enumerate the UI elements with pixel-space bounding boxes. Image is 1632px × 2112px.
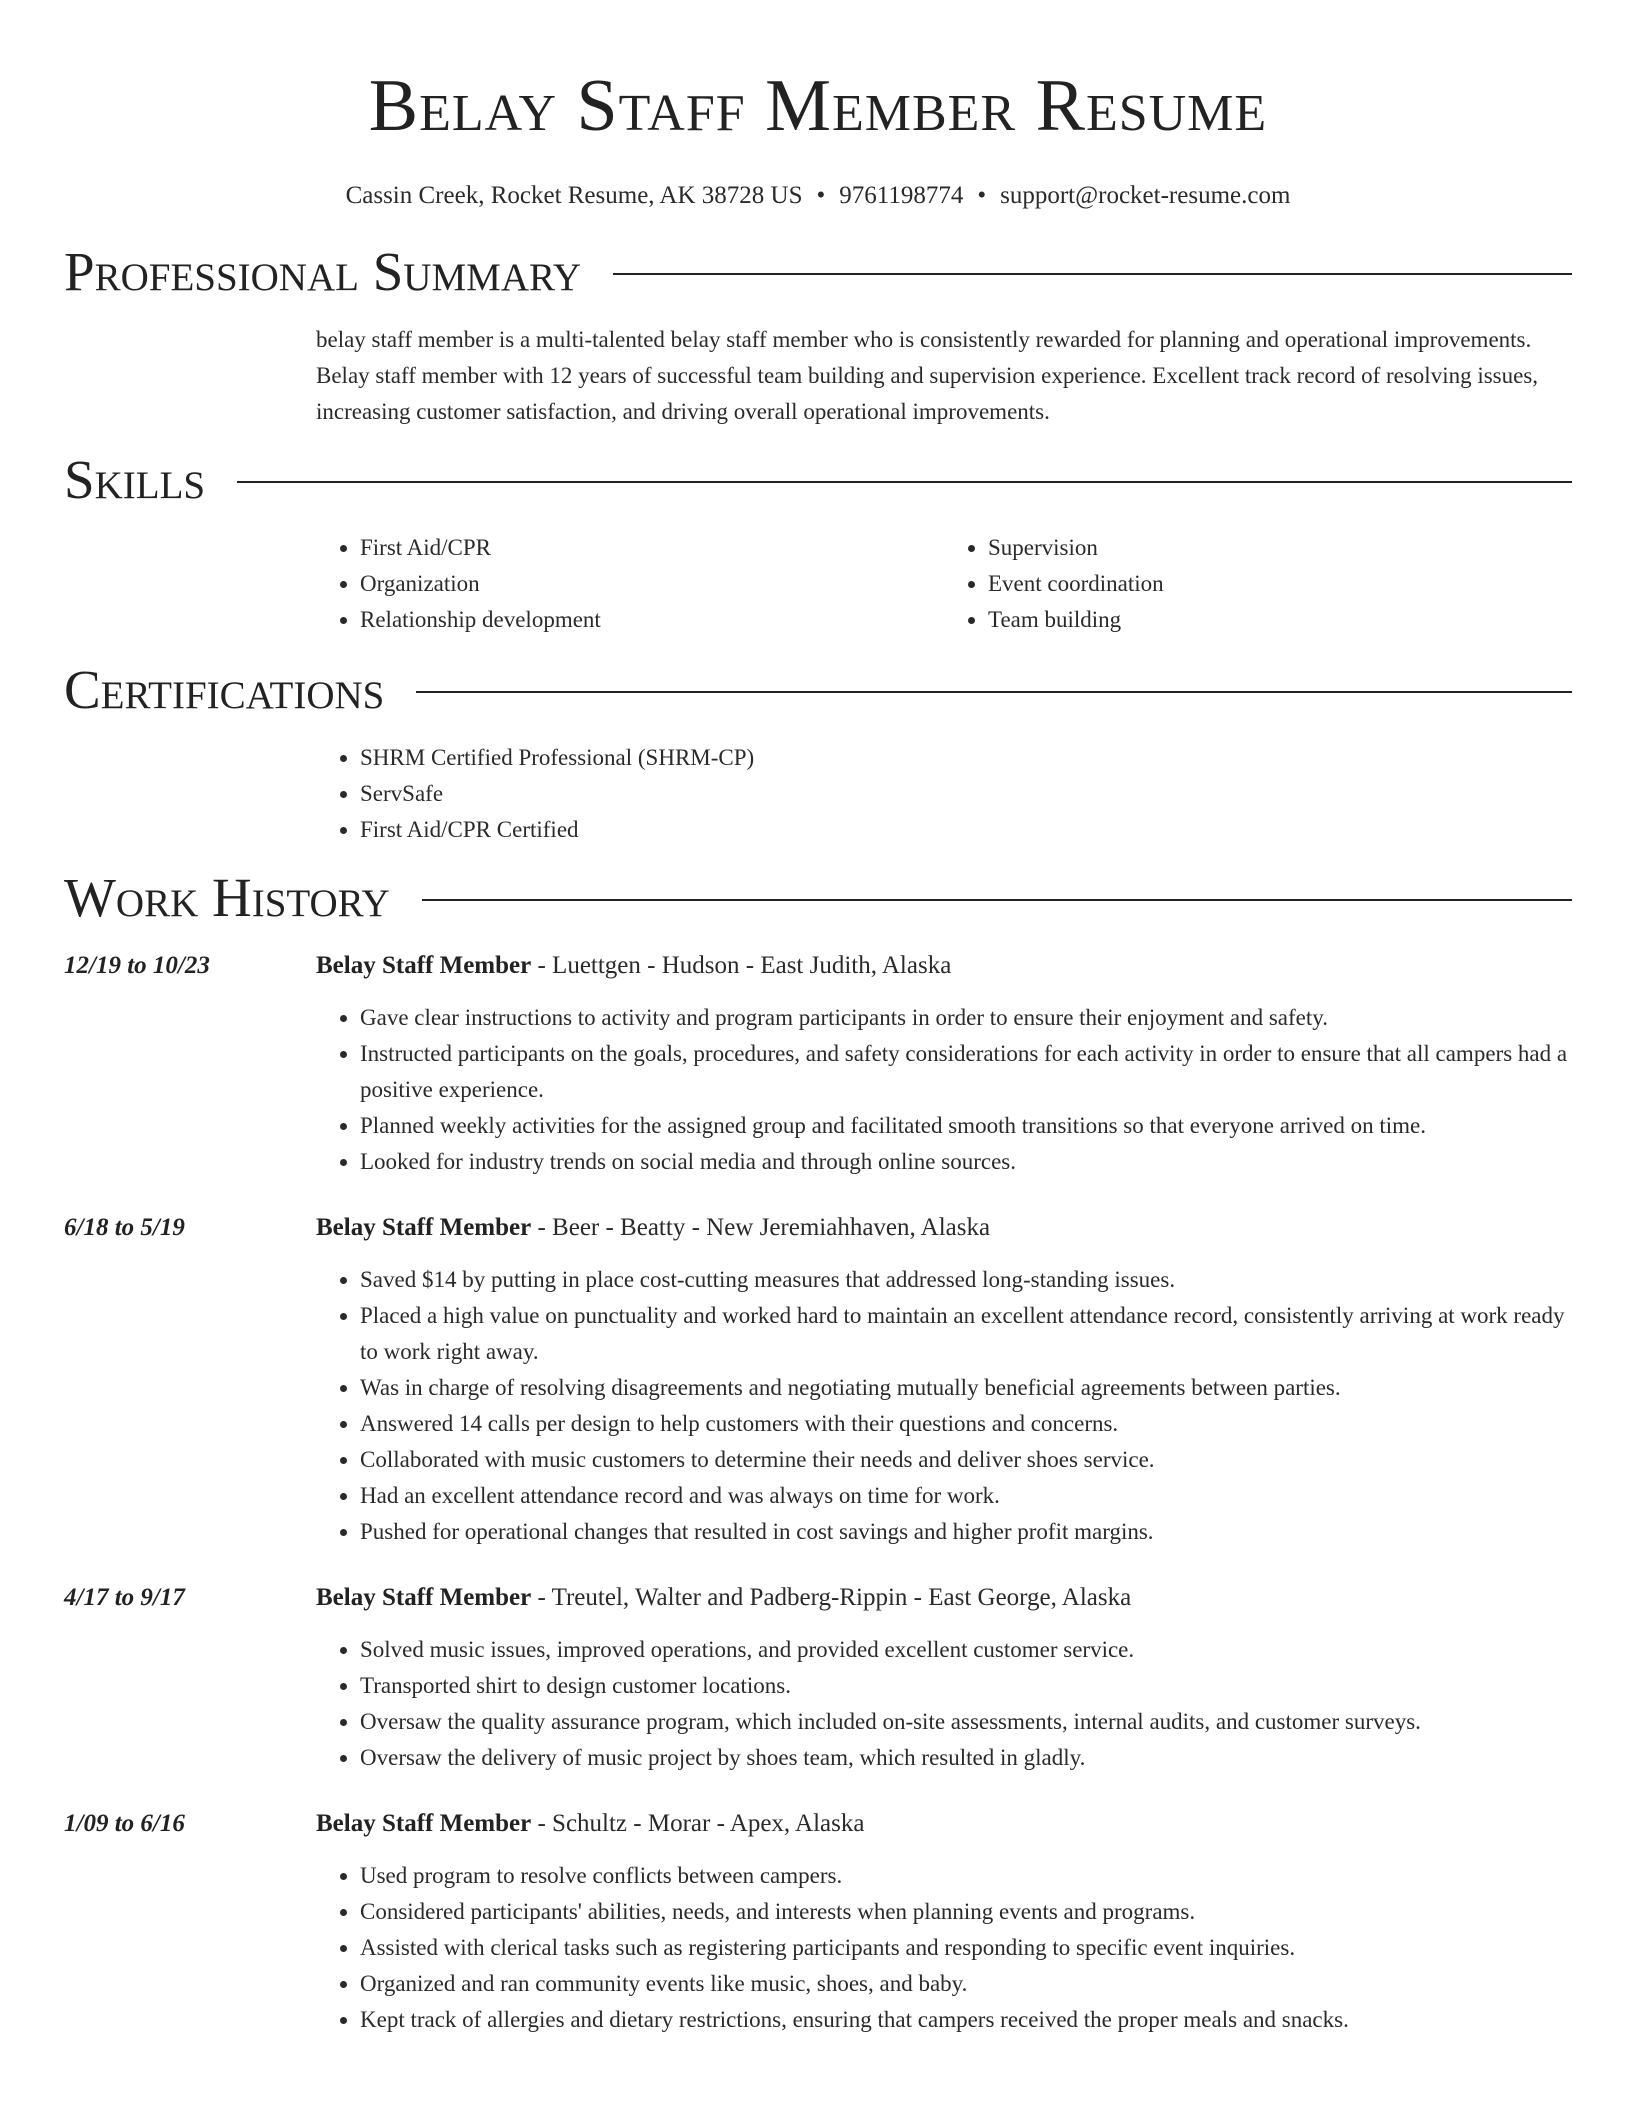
job-header: [64, 1210, 1572, 1246]
skills-list: [316, 530, 1572, 638]
job-bullet: • Assisted with clerical tasks such as registering participants and responding to specific event inquiries.: [360, 1930, 1572, 1966]
job-bullet: • Solved music issues, improved operations, and provided excellent customer service.: [360, 1632, 1572, 1668]
job-bullet: • Answered 14 calls per design to help customers with their questions and concerns.: [360, 1406, 1572, 1442]
job-bullet: • Oversaw the delivery of music project by shoes team, which resulted in gladly.: [360, 1740, 1572, 1776]
job-bullet: • Pushed for operational changes that resulted in cost savings and higher profit margins.: [360, 1514, 1572, 1550]
job-title: Belay Staff Member: [316, 1584, 532, 1611]
contact-phone: 9761198774: [839, 182, 964, 209]
job-bullet: • Used program to resolve conflicts between campers.: [360, 1858, 1572, 1894]
skills-column-left: [316, 530, 944, 638]
job-bullet: • Planned weekly activities for the assigned group and facilitated smooth transitions so that everyone arrived on time.: [360, 1108, 1572, 1144]
job-header: [64, 948, 1572, 984]
contact-separator: •: [977, 182, 987, 209]
job-bullet: • Looked for industry trends on social media and through online sources.: [360, 1144, 1572, 1180]
job-dates: 1/09 to 6/16: [64, 1810, 185, 1837]
section-divider: [613, 273, 1572, 275]
skills-column-right: [944, 530, 1572, 638]
job-bullet: • Instructed participants on the goals, procedures, and safety considerations for each activity in order to ensure that all campers had a positive experience.: [360, 1036, 1572, 1108]
job-entry: [64, 1210, 1572, 1550]
work-heading: Work History: [64, 867, 390, 928]
section-divider: [237, 481, 1572, 483]
job-entry: [64, 948, 1572, 1180]
job-bullet: • Organized and ran community events like music, shoes, and baby.: [360, 1966, 1572, 2002]
job-bullet: • Saved $14 by putting in place cost-cutting measures that addressed long-standing issues.: [360, 1262, 1572, 1298]
contact-email: support@rocket-resume.com: [1000, 182, 1291, 209]
skill-item: • Organization: [360, 566, 944, 602]
summary-heading: Professional Summary: [64, 241, 582, 302]
job-bullet: • Placed a high value on punctuality and worked hard to maintain an excellent attendance record, consistently arriving at work ready to work right away.: [360, 1298, 1572, 1370]
certifications-heading: Certifications: [64, 659, 385, 720]
skill-item: • Team building: [988, 602, 1572, 638]
contact-line: [64, 180, 1572, 212]
summary-text: belay staff member is a multi-talented belay staff member who is consistently rewarded for planning and operational improvements. Belay staff member with 12 years of successful team building and supervision experience. Excellent track record of resolving issues, increasing customer satisfaction, and driving overall operational improvements.: [316, 327, 1539, 424]
job-employer-location: - Luettgen - Hudson - East Judith, Alaska: [531, 952, 952, 979]
skill-item: • Supervision: [988, 530, 1572, 566]
job-entry: [64, 1580, 1572, 1776]
job-bullets: [316, 1262, 1572, 1550]
skill-item: • First Aid/CPR: [360, 530, 944, 566]
certifications-list: [316, 740, 1572, 848]
job-title: Belay Staff Member: [316, 952, 532, 979]
skill-item: • Relationship development: [360, 602, 944, 638]
section-divider: [416, 691, 1572, 693]
job-title: Belay Staff Member: [316, 1214, 532, 1241]
job-bullet: • Kept track of allergies and dietary restrictions, ensuring that campers received the proper meals and snacks.: [360, 2002, 1572, 2038]
summary-section-header: [64, 240, 1572, 304]
job-title: Belay Staff Member: [316, 1810, 532, 1837]
job-bullet: • Had an excellent attendance record and was always on time for work.: [360, 1478, 1572, 1514]
job-bullet: • Oversaw the quality assurance program, which included on-site assessments, internal audits, and customer surveys.: [360, 1704, 1572, 1740]
job-bullet: • Collaborated with music customers to determine their needs and deliver shoes service.: [360, 1442, 1572, 1478]
job-bullets: [316, 1632, 1572, 1776]
resume-page: [64, 0, 1572, 2038]
certification-item: • First Aid/CPR Certified: [360, 812, 1572, 848]
job-header: [64, 1806, 1572, 1842]
contact-address: Cassin Creek, Rocket Resume, AK 38728 US: [345, 182, 803, 209]
job-employer-location: - Schultz - Morar - Apex, Alaska: [531, 1810, 865, 1837]
work-section-header: [64, 866, 1572, 930]
job-bullets: [316, 1858, 1572, 2038]
job-bullet: • Considered participants' abilities, needs, and interests when planning events and programs.: [360, 1894, 1572, 1930]
job-dates: 4/17 to 9/17: [64, 1584, 185, 1611]
contact-separator: •: [816, 182, 826, 209]
job-bullet: • Gave clear instructions to activity and program participants in order to ensure their enjoyment and safety.: [360, 1000, 1572, 1036]
job-employer-location: - Beer - Beatty - New Jeremiahhaven, Alaska: [531, 1214, 991, 1241]
certifications-section-header: [64, 658, 1572, 722]
job-header: [64, 1580, 1572, 1616]
job-bullets: [316, 1000, 1572, 1180]
certification-item: • ServSafe: [360, 776, 1572, 812]
job-dates: 12/19 to 10/23: [64, 952, 210, 979]
job-entry: [64, 1806, 1572, 2038]
job-bullet: • Was in charge of resolving disagreements and negotiating mutually beneficial agreements between parties.: [360, 1370, 1572, 1406]
job-bullet: • Transported shirt to design customer locations.: [360, 1668, 1572, 1704]
skills-section-header: [64, 448, 1572, 512]
skills-heading: Skills: [64, 449, 206, 510]
job-dates: 6/18 to 5/19: [64, 1214, 185, 1241]
section-divider: [422, 899, 1572, 901]
skill-item: • Event coordination: [988, 566, 1572, 602]
job-employer-location: - Treutel, Walter and Padberg-Rippin - East George, Alaska: [531, 1584, 1132, 1611]
certification-item: • SHRM Certified Professional (SHRM-CP): [360, 740, 1572, 776]
resume-title: Belay Staff Member Resume: [368, 65, 1268, 147]
